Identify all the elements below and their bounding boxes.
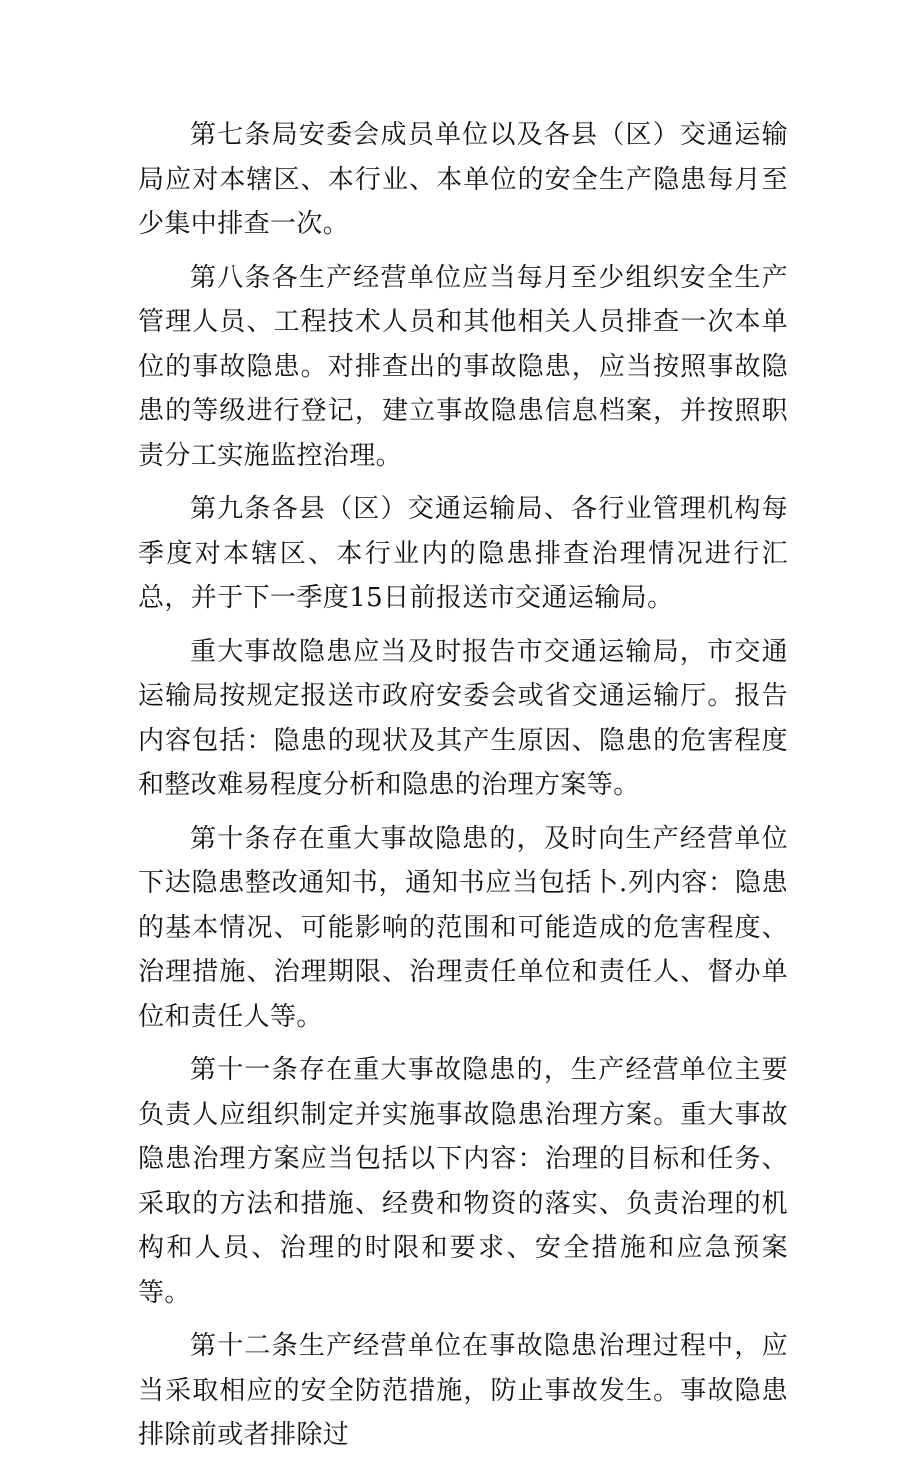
major-hazard-report-paragraph: 重大事故隐患应当及时报告市交通运输局，市交通运输局按规定报送市政府安委会或省交通运输厅。报告内容包括：隐患的现状及其产生原因、隐患的危害程度和整改难易程度分析和隐患的治理方案等。 [138,636,788,800]
article-7-paragraph: 第七条局安委会成员单位以及各县（区）交通运输局应对本辖区、本行业、本单位的安全生产隐患每月至少集中排查一次。 [138,120,788,239]
article-10-paragraph: 第十条存在重大事故隐患的，及时向生产经营单位下达隐患整改通知书，通知书应当包括卜.列内容：隐患的基本情况、可能影响的范围和可能造成的危害程度、治理措施、治理期限、治理责任单位和责任人、督办单位和责任人等。 [138,823,788,1032]
document-page [138,113,788,1467]
article-8-paragraph: 第八条各生产经营单位应当每月至少组织安全生产管理人员、工程技术人员和其他相关人员排查一次本单位的事故隐患。对排查出的事故隐患，应当按照事故隐患的等级进行登记，建立事故隐患信息档案，并按照职责分工实施监控治理。 [138,262,788,471]
article-12-paragraph: 第十二条生产经营单位在事故隐患治理过程中，应当采取相应的安全防范措施，防止事故发生。事故隐患排除前或者排除过 [138,1331,788,1450]
article-11-paragraph: 第十一条存在重大事故隐患的，生产经营单位主要负责人应组织制定并实施事故隐患治理方案。重大事故隐患治理方案应当包括以下内容：治理的目标和任务、采取的方法和措施、经费和物资的落实、负责治理的机构和人员、治理的时限和要求、安全措施和应急预案等。 [138,1055,788,1308]
article-9-paragraph: 第九条各县（区）交通运输局、各行业管理机构每季度对本辖区、本行业内的隐患排查治理情况进行汇总，并于下一季度15日前报送市交通运输局。 [138,494,788,613]
